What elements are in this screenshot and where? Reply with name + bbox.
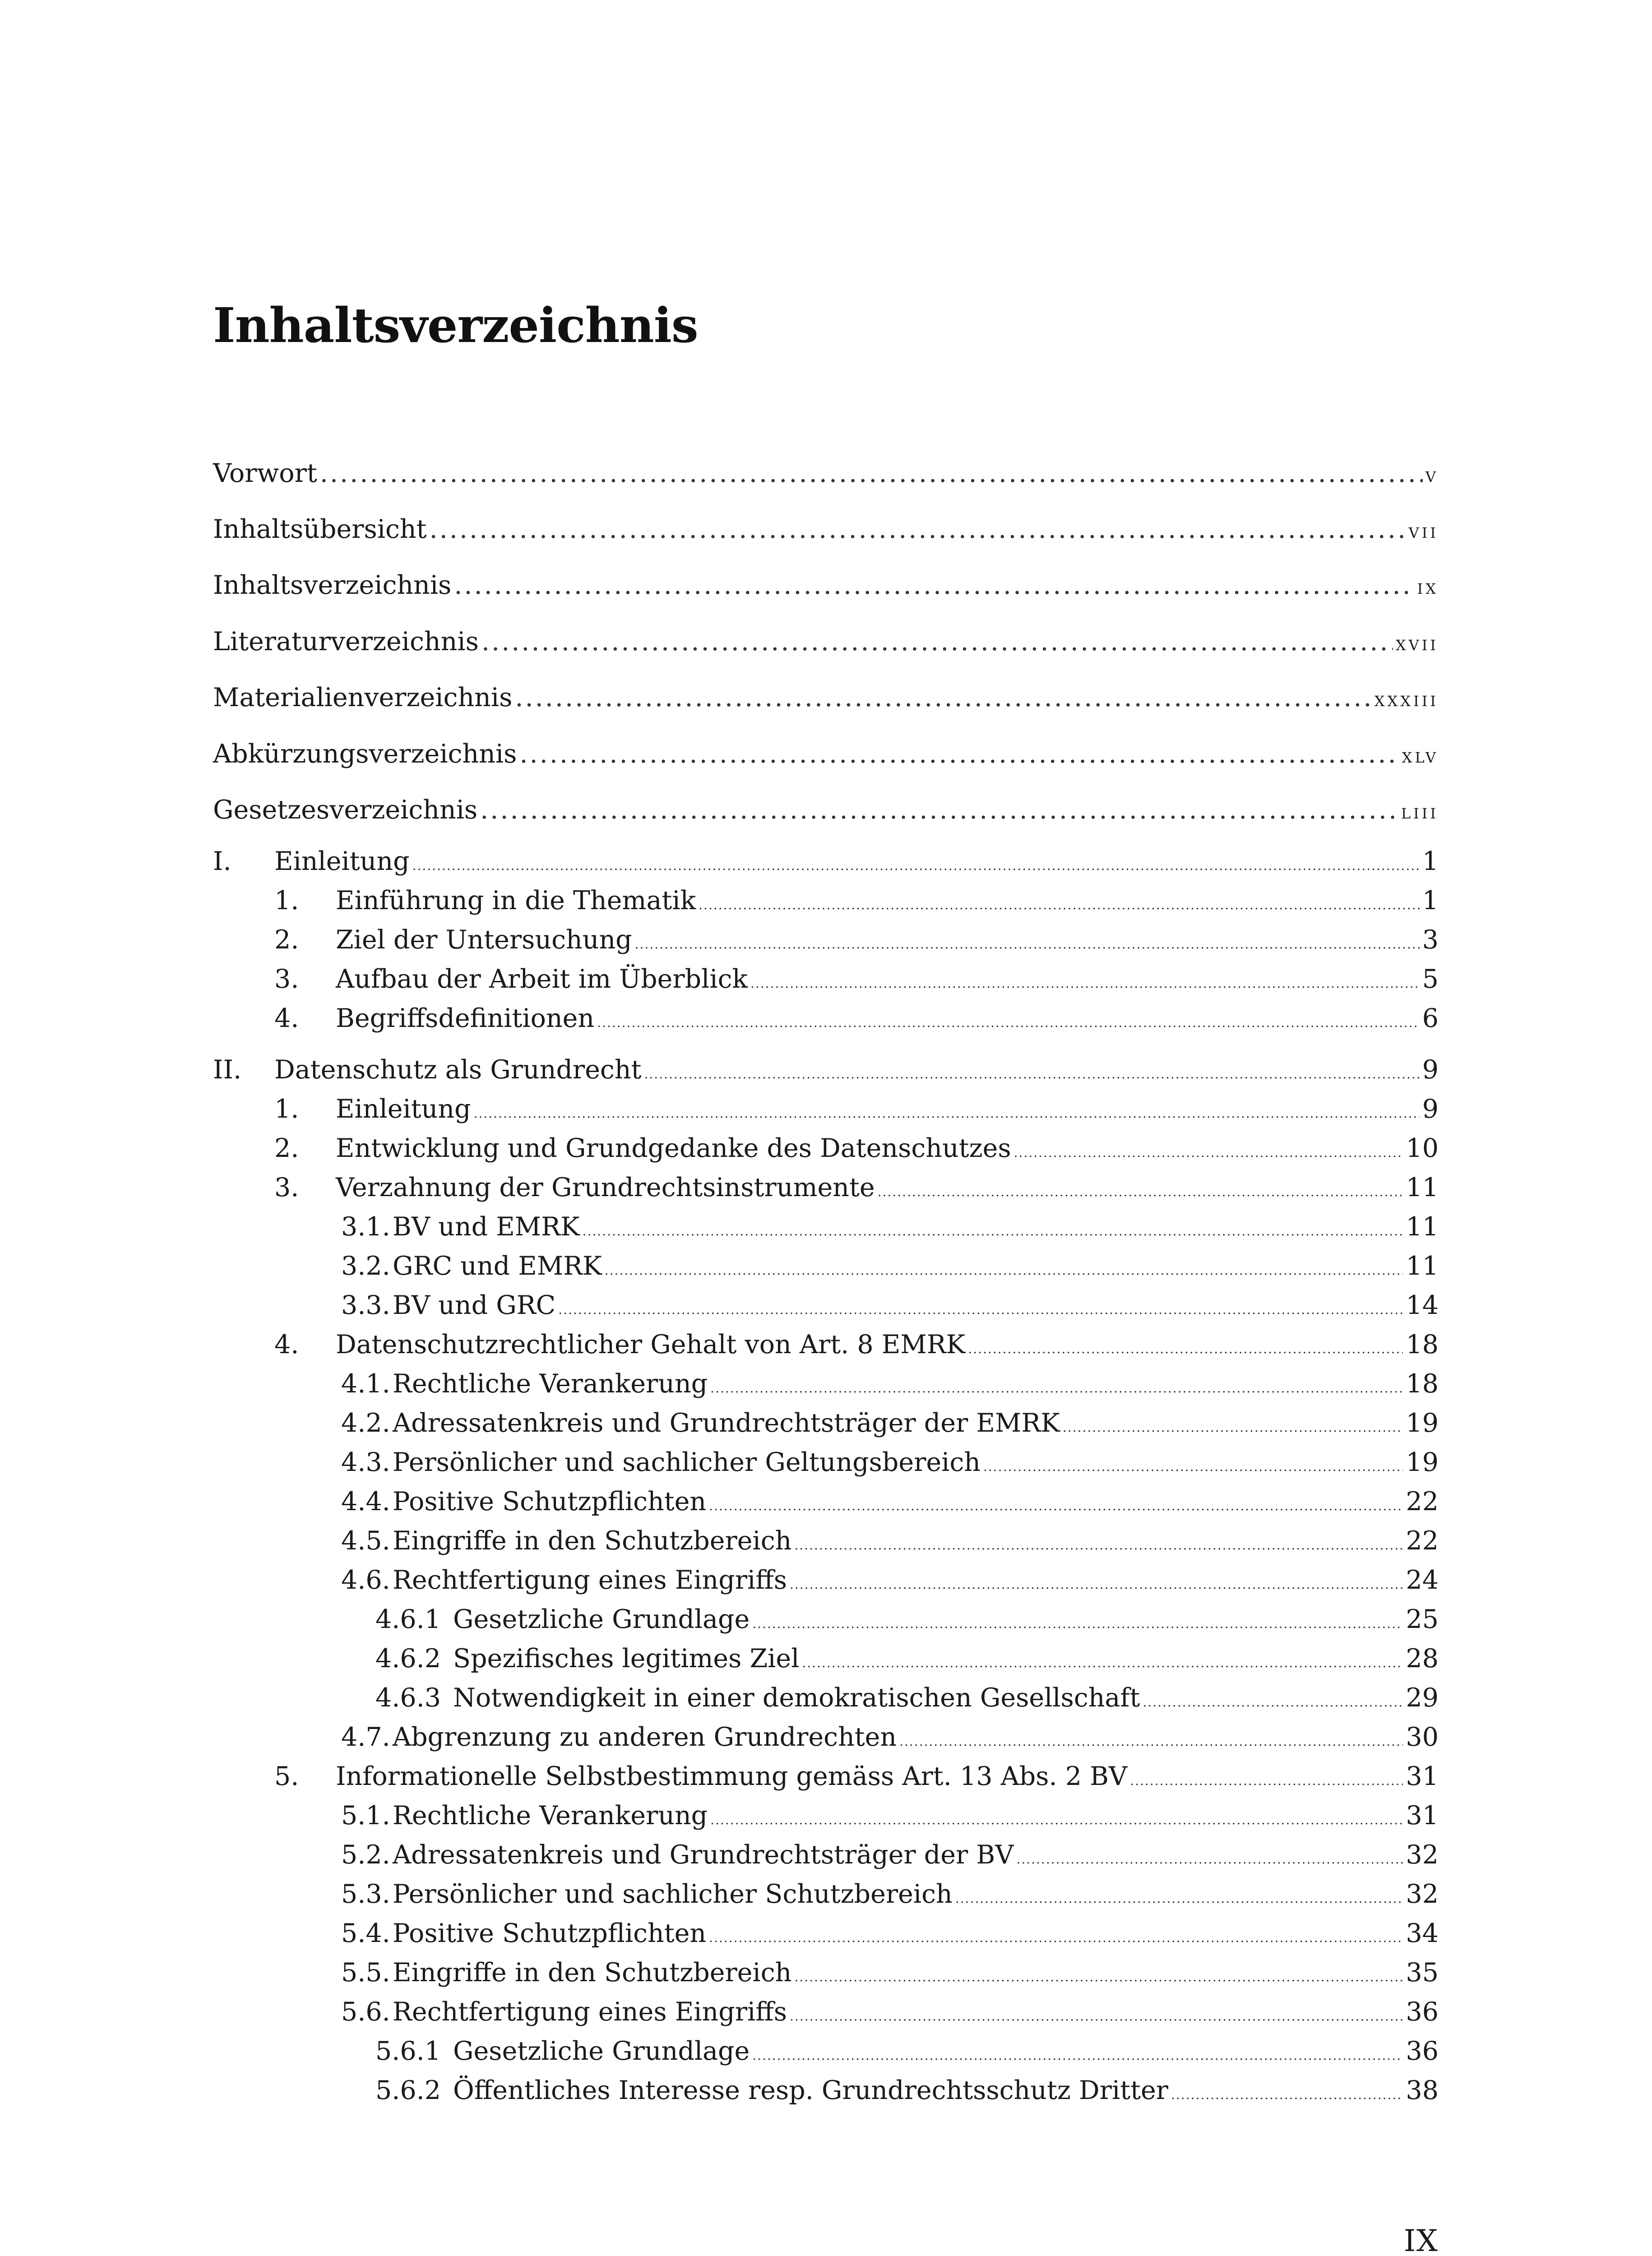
toc-section[interactable]	[213, 1330, 1439, 1361]
toc-leader	[709, 1498, 1403, 1513]
toc-title: BV und GRC	[393, 1290, 556, 1320]
toc-subsection[interactable]	[213, 1958, 1439, 1989]
toc-section[interactable]	[213, 925, 1439, 957]
toc-title: Rechtfertigung eines Eingriffs	[393, 1997, 787, 2027]
toc-leader	[474, 1106, 1420, 1121]
toc-leader	[430, 514, 1406, 544]
toc-title: Öffentliches Interesse resp. Grundrechtsschutz Dritter	[453, 2076, 1169, 2105]
toc-page: xxxiii	[1374, 687, 1439, 711]
toc-subsection[interactable]	[213, 1997, 1439, 2029]
toc-section[interactable]	[213, 1761, 1439, 1793]
toc-title: Gesetzesverzeichnis	[213, 795, 478, 825]
toc-number: 4.3.	[341, 1447, 390, 1477]
toc-page: 29	[1406, 1683, 1439, 1713]
toc-page: 1	[1422, 846, 1439, 876]
toc-leader	[802, 1655, 1403, 1670]
toc-page: 31	[1406, 1801, 1439, 1831]
toc-page: 31	[1406, 1761, 1439, 1791]
toc-subsection[interactable]	[213, 1919, 1439, 1950]
toc-page: vii	[1408, 518, 1439, 543]
toc-number: 1.	[274, 1094, 299, 1124]
toc-number: I.	[213, 846, 231, 876]
toc-number: 3.3.	[341, 1290, 390, 1320]
toc-section[interactable]	[213, 1094, 1439, 1126]
toc-page: 19	[1406, 1408, 1439, 1438]
toc-number: 4.	[274, 1003, 299, 1033]
toc-title: Aufbau der Arbeit im Überblick	[336, 964, 748, 994]
toc-section[interactable]	[213, 1003, 1439, 1035]
toc-page: 22	[1406, 1526, 1439, 1556]
toc-number: 3.1.	[341, 1212, 390, 1242]
toc-leader	[558, 1302, 1403, 1317]
toc-section[interactable]	[213, 964, 1439, 996]
toc-title: Spezifisches legitimes Ziel	[453, 1644, 800, 1674]
toc-number: 4.1.	[341, 1369, 390, 1399]
toc-title: Notwendigkeit in einer demokratischen Gesellschaft	[453, 1683, 1140, 1713]
toc-leader	[583, 1224, 1403, 1239]
toc-section[interactable]	[213, 1133, 1439, 1165]
toc-leader	[752, 1616, 1403, 1631]
toc-title: Ziel der Untersuchung	[336, 925, 632, 955]
toc-number: 5.3.	[341, 1879, 390, 1909]
toc-number: 4.4.	[341, 1487, 390, 1516]
toc-title: Begriffsdefinitionen	[336, 1003, 595, 1033]
toc-page: 22	[1406, 1487, 1439, 1516]
page-title: Inhaltsverzeichnis	[213, 297, 698, 353]
toc-page: 36	[1406, 2036, 1439, 2066]
toc-number: 5.4.	[341, 1919, 390, 1948]
toc-page: 6	[1422, 1003, 1439, 1033]
toc-number: 2.	[274, 925, 299, 955]
toc-title: Informationelle Selbstbestimmung gemäss Art. 13 Abs. 2 BV	[336, 1761, 1128, 1791]
toc-subsection[interactable]	[213, 1251, 1439, 1283]
toc-leader	[481, 627, 1393, 656]
toc-number: 5.6.2	[375, 2076, 441, 2105]
toc-number: 1.	[274, 886, 299, 915]
toc-subsection[interactable]	[213, 1290, 1439, 1322]
toc-subsection[interactable]	[213, 1526, 1439, 1558]
toc-number: II.	[213, 1055, 242, 1085]
toc-leader	[1016, 1852, 1403, 1867]
toc-page: 32	[1406, 1840, 1439, 1870]
toc-leader	[515, 683, 1371, 712]
toc-page: 11	[1406, 1173, 1439, 1202]
toc-leader	[454, 570, 1414, 600]
toc-title: Eingriffe in den Schutzbereich	[393, 1526, 792, 1556]
toc-title: Abkürzungsverzeichnis	[213, 739, 517, 769]
toc-title: Eingriffe in den Schutzbereich	[393, 1958, 792, 1988]
toc-leader	[605, 1263, 1403, 1278]
toc-page: 11	[1406, 1212, 1439, 1242]
toc-title: Literaturverzeichnis	[213, 627, 479, 656]
toc-leader	[412, 858, 1420, 873]
toc-page: 28	[1406, 1644, 1439, 1674]
toc-front-literaturverzeichnis[interactable]	[213, 627, 1439, 658]
toc-subsection[interactable]	[213, 1565, 1439, 1597]
toc-leader	[480, 795, 1398, 825]
toc-title: Inhaltsübersicht	[213, 514, 427, 544]
toc-page: 18	[1406, 1330, 1439, 1359]
toc-page: v	[1425, 462, 1439, 487]
toc-page: liii	[1401, 799, 1439, 823]
toc-page: 3	[1422, 925, 1439, 955]
toc-number: 2.	[274, 1133, 299, 1163]
toc-title: Positive Schutzpflichten	[393, 1919, 707, 1948]
toc-section[interactable]	[213, 886, 1439, 917]
toc-leader	[794, 1969, 1403, 1984]
toc-page: xvii	[1395, 631, 1439, 655]
toc-number: 5.6.	[341, 1997, 390, 2027]
toc-front-abkuerzungsverzeichnis[interactable]	[213, 739, 1439, 771]
toc-page: 25	[1406, 1604, 1439, 1634]
toc-title: Inhaltsverzeichnis	[213, 570, 452, 600]
toc-page: 36	[1406, 1997, 1439, 2027]
toc-page: 9	[1422, 1055, 1439, 1085]
toc-title: Rechtliche Verankerung	[393, 1369, 708, 1399]
toc-leader	[597, 1015, 1420, 1030]
toc-subsection[interactable]	[213, 1447, 1439, 1479]
toc-page: xlv	[1402, 743, 1439, 767]
toc-page: 5	[1422, 964, 1439, 994]
toc-title: Rechtliche Verankerung	[393, 1801, 708, 1831]
toc-number: 4.6.3	[375, 1683, 441, 1713]
toc-leader	[519, 739, 1399, 769]
toc-page: 35	[1406, 1958, 1439, 1988]
toc-title: Einführung in die Thematik	[336, 886, 696, 915]
toc-leader	[790, 2009, 1403, 2024]
toc-leader	[1014, 1145, 1403, 1160]
toc-page: 1	[1422, 886, 1439, 915]
toc-subsubsection[interactable]	[213, 1683, 1439, 1715]
toc-number: 4.2.	[341, 1408, 390, 1438]
toc-page: ix	[1417, 574, 1439, 599]
toc-title: Einleitung	[336, 1094, 471, 1124]
toc-title: Adressatenkreis und Grundrechtsträger der EMRK	[393, 1408, 1060, 1438]
toc-page: 18	[1406, 1369, 1439, 1399]
toc-title: Gesetzliche Grundlage	[453, 2036, 750, 2066]
toc-section[interactable]	[213, 1173, 1439, 1204]
toc-number: 5.5.	[341, 1958, 390, 1988]
toc-leader	[710, 1812, 1403, 1827]
toc-leader	[635, 937, 1420, 952]
toc-leader	[878, 1184, 1403, 1199]
toc-title: Vorwort	[213, 458, 317, 488]
toc-leader	[794, 1538, 1403, 1553]
toc-leader	[644, 1067, 1419, 1082]
toc-front-inhaltsverzeichnis[interactable]	[213, 570, 1439, 602]
toc-leader	[699, 897, 1420, 912]
toc-number: 4.6.1	[375, 1604, 441, 1634]
toc-page: 10	[1406, 1133, 1439, 1163]
toc-leader	[1130, 1773, 1403, 1788]
toc-page: 30	[1406, 1722, 1439, 1752]
toc-title: GRC und EMRK	[393, 1251, 602, 1281]
toc-title: Entwicklung und Grundgedanke des Datenschutzes	[336, 1133, 1011, 1163]
toc-number: 4.7.	[341, 1722, 390, 1752]
toc-title: Gesetzliche Grundlage	[453, 1604, 750, 1634]
toc-leader	[968, 1341, 1403, 1356]
toc-title: Materialienverzeichnis	[213, 683, 513, 712]
toc-number: 5.2.	[341, 1840, 390, 1870]
toc-subsubsection[interactable]	[213, 2036, 1439, 2068]
toc-chapter[interactable]	[213, 846, 1439, 878]
toc-subsection[interactable]	[213, 1212, 1439, 1244]
toc-number: 4.6.2	[375, 1644, 441, 1674]
toc-subsubsection[interactable]	[213, 2076, 1439, 2107]
toc-subsection[interactable]	[213, 1722, 1439, 1754]
toc-page: 14	[1406, 1290, 1439, 1320]
toc-leader	[750, 976, 1420, 991]
toc-title: Einleitung	[274, 846, 410, 876]
toc-page: 9	[1422, 1094, 1439, 1124]
toc-leader	[983, 1459, 1403, 1474]
toc-number: 4.5.	[341, 1526, 390, 1556]
toc-subsection[interactable]	[213, 1408, 1439, 1440]
toc-title: BV und EMRK	[393, 1212, 580, 1242]
toc-subsubsection[interactable]	[213, 1604, 1439, 1636]
toc-title: Datenschutz als Grundrecht	[274, 1055, 642, 1085]
toc-title: Rechtfertigung eines Eingriffs	[393, 1565, 787, 1595]
page-number: IX	[1403, 2224, 1439, 2256]
toc-leader	[1063, 1420, 1403, 1435]
toc-title: Persönlicher und sachlicher Schutzbereich	[393, 1879, 953, 1909]
toc-subsection[interactable]	[213, 1879, 1439, 1911]
toc-leader	[752, 2048, 1403, 2063]
toc-page: 34	[1406, 1919, 1439, 1948]
toc-number: 5.	[274, 1761, 299, 1791]
toc-subsection[interactable]	[213, 1840, 1439, 1872]
toc-number: 3.	[274, 964, 299, 994]
toc-number: 3.	[274, 1173, 299, 1202]
toc-leader	[955, 1891, 1403, 1906]
toc-title: Datenschutzrechtlicher Gehalt von Art. 8 EMRK	[336, 1330, 966, 1359]
toc-subsubsection[interactable]	[213, 1644, 1439, 1675]
toc-page: 32	[1406, 1879, 1439, 1909]
toc-number: 3.2.	[341, 1251, 390, 1281]
toc-title: Adressatenkreis und Grundrechtsträger der BV	[393, 1840, 1014, 1870]
toc-subsection[interactable]	[213, 1487, 1439, 1518]
toc-leader	[709, 1930, 1403, 1945]
toc-leader	[1171, 2087, 1403, 2102]
toc-title: Positive Schutzpflichten	[393, 1487, 707, 1516]
toc-front-gesetzesverzeichnis[interactable]	[213, 795, 1439, 827]
toc-leader	[790, 1577, 1403, 1592]
toc-subsection[interactable]	[213, 1369, 1439, 1401]
toc-number: 5.1.	[341, 1801, 390, 1831]
toc-page: 38	[1406, 2076, 1439, 2105]
toc-page: 24	[1406, 1565, 1439, 1595]
toc-leader	[1143, 1695, 1403, 1710]
toc-leader	[899, 1734, 1403, 1749]
toc-title: Verzahnung der Grundrechtsinstrumente	[336, 1173, 875, 1202]
toc-front-vorwort[interactable]	[213, 458, 1439, 490]
toc-page: 19	[1406, 1447, 1439, 1477]
toc-title: Abgrenzung zu anderen Grundrechten	[393, 1722, 897, 1752]
toc-number: 5.6.1	[375, 2036, 441, 2066]
toc-title: Persönlicher und sachlicher Geltungsbereich	[393, 1447, 981, 1477]
toc-number: 4.	[274, 1330, 299, 1359]
toc-leader	[710, 1381, 1403, 1396]
toc-number: 4.6.	[341, 1565, 390, 1595]
toc-front-materialienverzeichnis[interactable]	[213, 683, 1439, 714]
toc-subsection[interactable]	[213, 1801, 1439, 1832]
toc-page: 11	[1406, 1251, 1439, 1281]
toc-leader	[320, 458, 1423, 488]
toc-chapter[interactable]	[213, 1055, 1439, 1086]
toc-front-inhaltsuebersicht[interactable]	[213, 514, 1439, 546]
